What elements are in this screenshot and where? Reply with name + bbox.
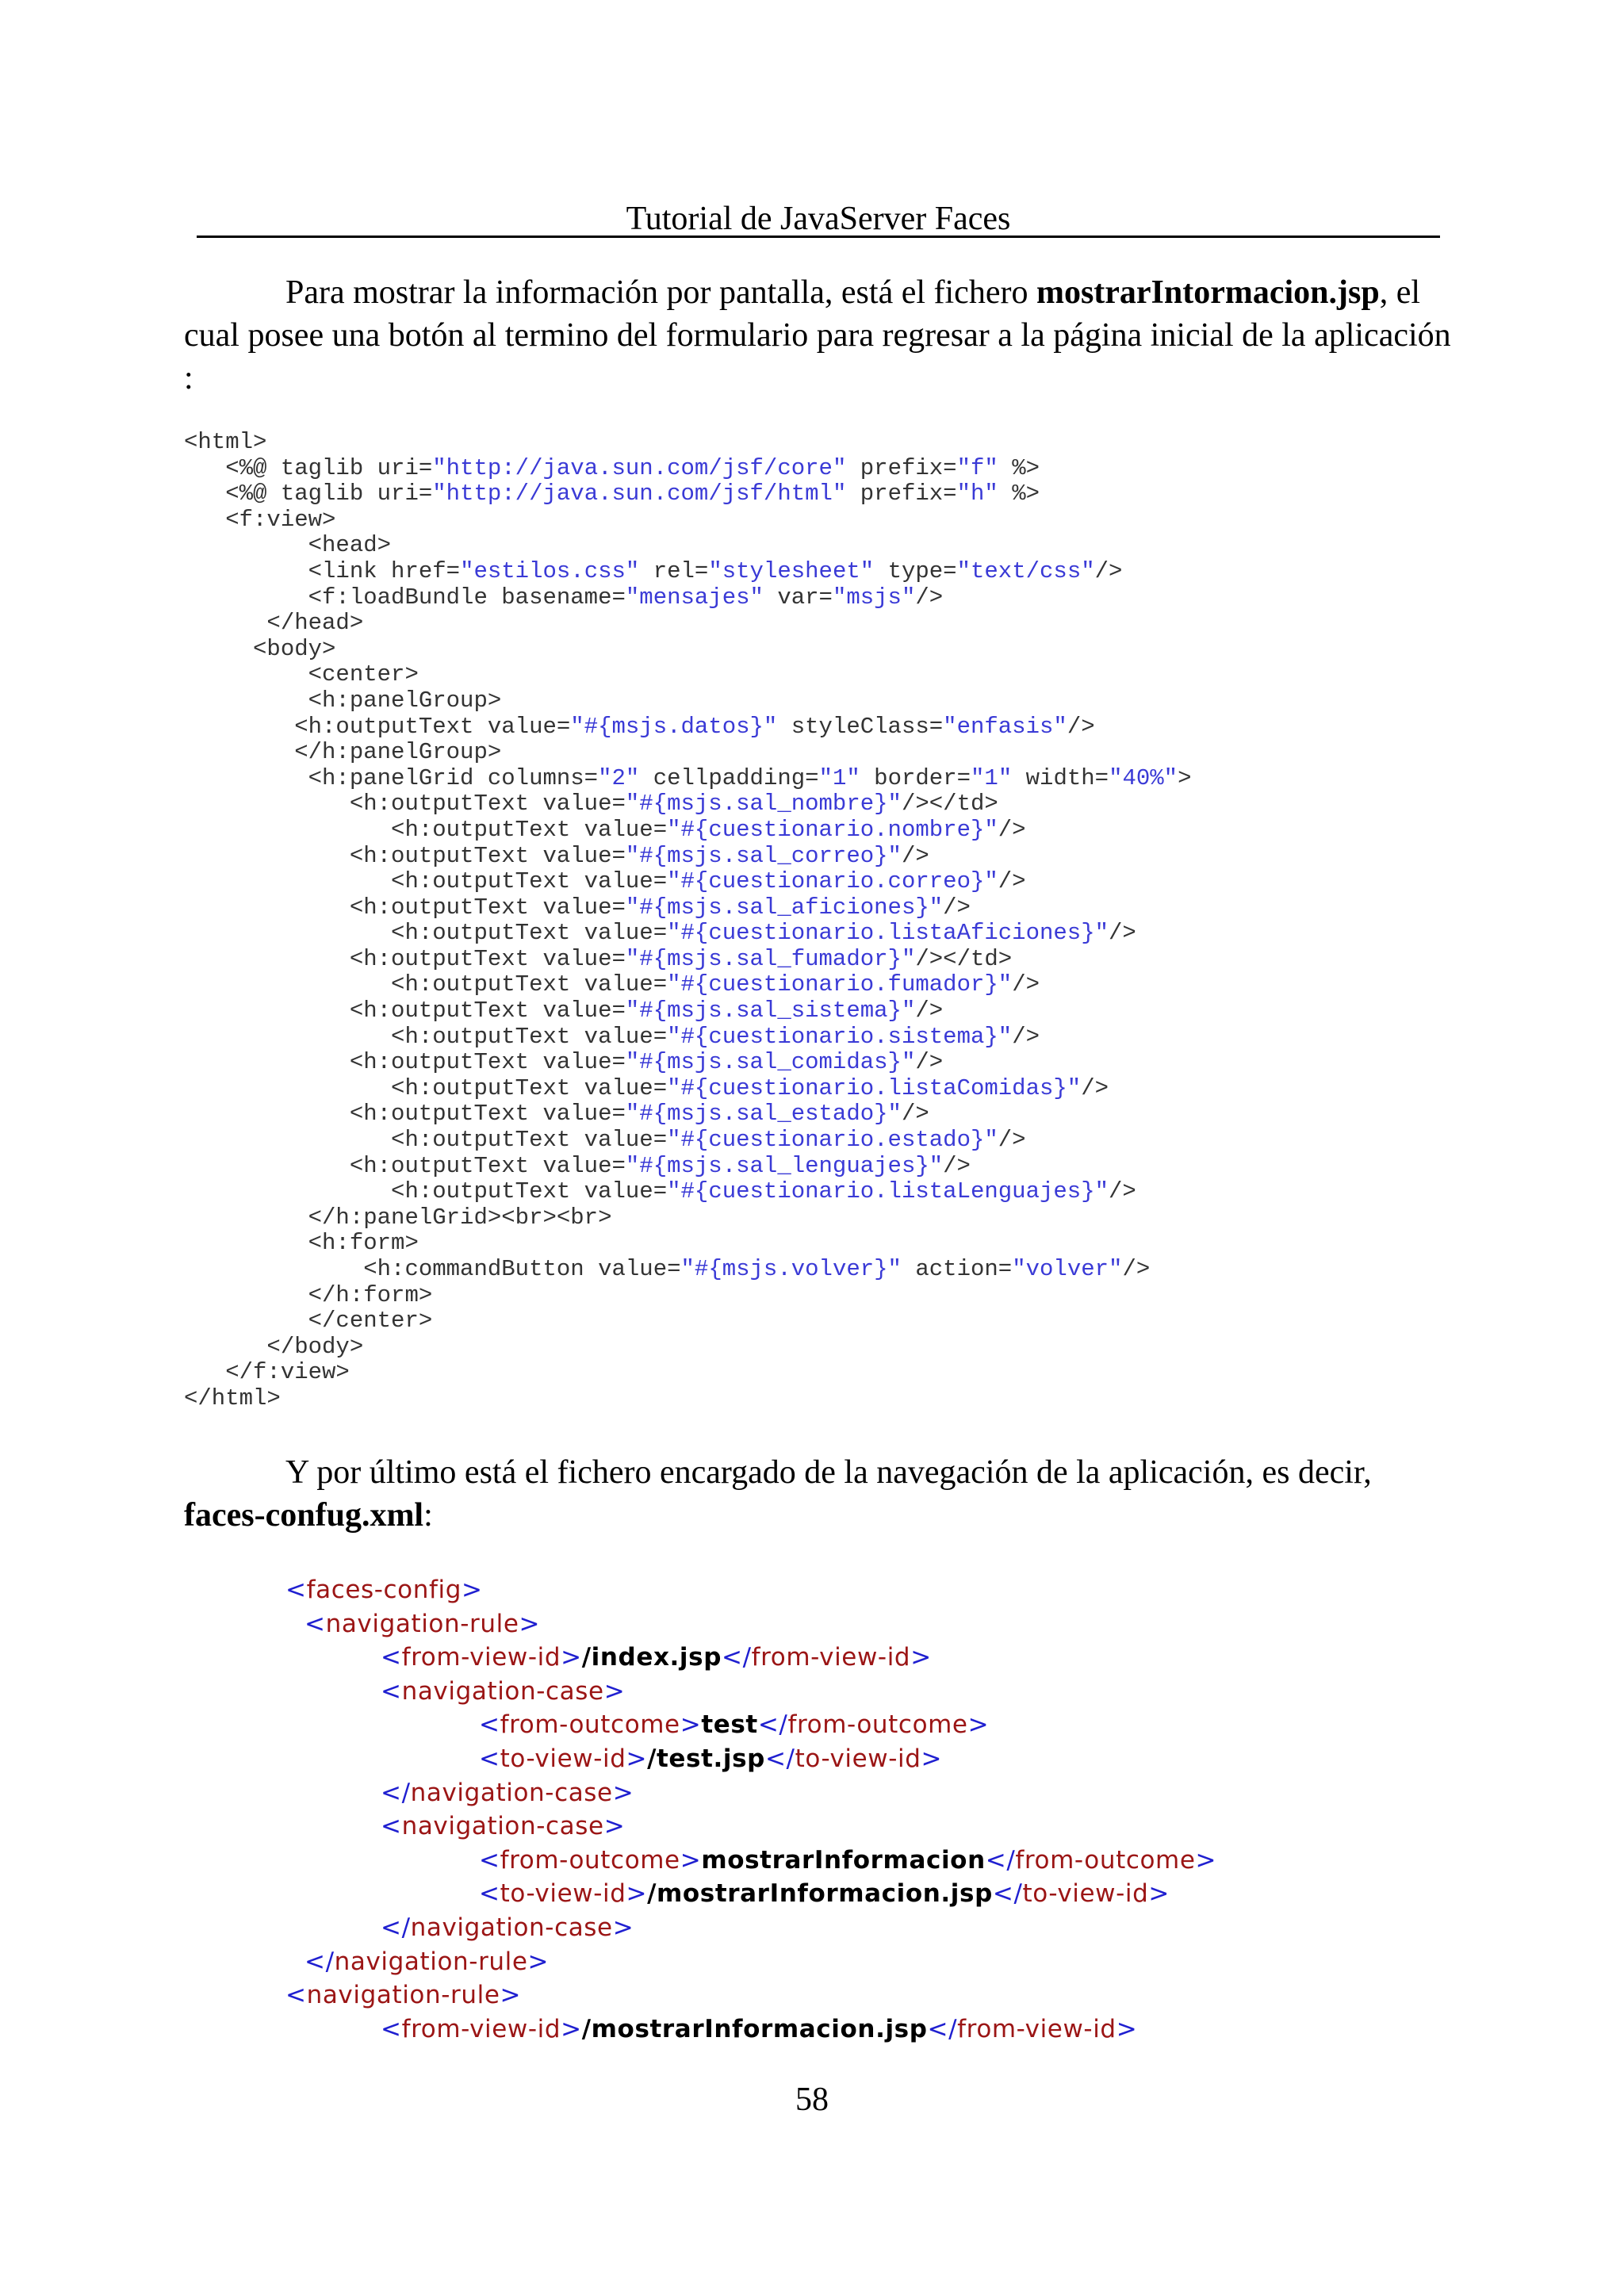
xml-line — [285, 1573, 1216, 1607]
code-string: "#{msjs.sal_nombre}" — [625, 791, 902, 818]
code-text: /></td> — [901, 791, 998, 818]
code-string: "#{cuestionario.listaAficiones}" — [667, 920, 1109, 947]
xml-bracket: < — [381, 1676, 402, 1706]
xml-bracket: </ — [304, 1947, 335, 1976]
xml-bracket: < — [304, 1609, 326, 1638]
xml-value: /test.jsp — [647, 1744, 765, 1773]
code-text: <h:outputText value= — [184, 842, 626, 869]
code-text: <h:outputText value= — [184, 1178, 668, 1205]
xml-bracket: < — [381, 1812, 402, 1841]
navigation-text: Y por último está el fichero encargado de la navegación de la aplicación, es decir, — [285, 1454, 1372, 1491]
xml-bracket: > — [967, 1710, 990, 1740]
xml-line — [285, 1810, 1216, 1844]
code-text: <h:outputText value= — [184, 1101, 626, 1128]
code-text: <h:outputText value= — [184, 791, 626, 818]
code-string: "1" — [818, 764, 860, 791]
xml-bracket: > — [1195, 1845, 1217, 1875]
xml-line — [285, 1978, 1216, 2013]
code-text: <h:outputText value= — [184, 1074, 668, 1101]
xml-bracket: > — [603, 1676, 626, 1706]
code-string: "volver" — [1012, 1256, 1123, 1282]
code-string: "#{msjs.sal_comidas}" — [625, 1049, 916, 1076]
running-header: Tutorial de JavaServer Faces — [626, 201, 1011, 237]
xml-line — [285, 1945, 1216, 1979]
code-text: <h:outputText value= — [184, 998, 626, 1024]
xml-value: mostrarInformacion — [701, 1845, 986, 1875]
code-text: <link href= — [184, 557, 461, 584]
xml-bracket: > — [1148, 1879, 1170, 1909]
code-text: </f:view> — [184, 1359, 350, 1386]
xml-bracket: </ — [757, 1710, 788, 1740]
code-text: <head> — [184, 532, 392, 559]
code-string: "#{msjs.sal_estado}" — [625, 1101, 902, 1128]
code-text: /> — [1012, 971, 1040, 998]
code-string: "#{cuestionario.correo}" — [667, 868, 998, 895]
code-text: /> — [943, 894, 971, 921]
xml-line — [285, 1844, 1216, 1878]
xml-bracket: < — [479, 1710, 500, 1740]
code-text: /> — [1081, 1074, 1109, 1101]
xml-bracket: < — [285, 1981, 307, 2010]
xml-bracket: > — [1116, 2014, 1138, 2043]
xml-tag-name: navigation-case — [401, 1676, 604, 1706]
xml-line — [285, 2013, 1216, 2047]
xml-bracket: </ — [722, 1643, 752, 1672]
xml-tag-name: to-view-id — [500, 1879, 626, 1909]
code-text: /></td> — [915, 945, 1013, 972]
code-string: "estilos.css" — [460, 557, 640, 584]
code-text: prefix= — [846, 454, 957, 481]
xml-bracket: </ — [764, 1744, 795, 1773]
xml-bracket: </ — [381, 1778, 411, 1807]
xml-tag-name: navigation-rule — [306, 1981, 500, 2010]
code-string: "#{cuestionario.listaComidas}" — [667, 1074, 1082, 1101]
code-text: <h:panelGroup> — [184, 687, 502, 714]
code-text: /> — [1012, 1023, 1040, 1050]
code-text: </h:form> — [184, 1281, 433, 1308]
xml-tag-name: faces-config — [306, 1576, 462, 1604]
xml-tag-name: from-outcome — [1015, 1845, 1196, 1875]
intro-text-end: , el cual posee una botón al termino del formulario para regresar a la página inicial de la aplicación : — [184, 274, 1451, 396]
code-string: "msjs" — [832, 584, 916, 611]
xml-tag-name: navigation-rule — [325, 1609, 519, 1638]
xml-bracket: > — [561, 1643, 582, 1672]
code-string: "h" — [956, 481, 998, 507]
code-text: /> — [1122, 1256, 1151, 1282]
code-text: <h:outputText value= — [184, 945, 626, 972]
xml-line — [285, 1708, 1216, 1742]
xml-bracket: > — [519, 1609, 541, 1638]
code-string: "mensajes" — [625, 584, 764, 611]
xml-line — [285, 1675, 1216, 1709]
intro-text: Para mostrar la información por pantalla, está el fichero — [285, 274, 1036, 311]
code-text: /> — [943, 1152, 971, 1179]
xml-tag-name: to-view-id — [1022, 1879, 1149, 1909]
code-text: <f:view> — [184, 506, 336, 533]
xml-bracket: > — [921, 1744, 943, 1773]
code-text: /> — [915, 1049, 944, 1076]
code-text: type= — [874, 557, 957, 584]
xml-tag-name: to-view-id — [795, 1744, 921, 1773]
xml-bracket: < — [479, 1845, 500, 1875]
xml-line — [285, 1877, 1216, 1911]
code-text: <html> — [184, 429, 267, 455]
xml-bracket: > — [680, 1845, 702, 1875]
code-text: </html> — [184, 1384, 281, 1411]
code-text: </body> — [184, 1333, 364, 1360]
page-number: 58 — [795, 2081, 829, 2118]
code-text: <h:commandButton value= — [184, 1256, 681, 1282]
code-string: "http://java.sun.com/jsf/html" — [432, 481, 847, 507]
code-text: </head> — [184, 610, 364, 637]
code-string: "#{msjs.sal_aficiones}" — [625, 894, 944, 921]
xml-bracket: < — [381, 2014, 402, 2043]
code-string: "stylesheet" — [708, 557, 875, 584]
code-text: cellpadding= — [639, 764, 819, 791]
xml-tag-name: from-outcome — [787, 1710, 968, 1740]
code-text: <h:outputText value= — [184, 894, 626, 921]
xml-tag-name: from-outcome — [500, 1845, 680, 1875]
xml-tag-name: navigation-rule — [334, 1947, 528, 1976]
code-text: <h:outputText value= — [184, 971, 668, 998]
xml-bracket: < — [381, 1643, 402, 1672]
code-text: </center> — [184, 1308, 433, 1335]
code-string: "http://java.sun.com/jsf/core" — [432, 454, 847, 481]
code-string: "#{cuestionario.nombre}" — [667, 816, 998, 843]
code-text: border= — [860, 764, 971, 791]
xml-value: /index.jsp — [581, 1643, 722, 1672]
code-text: <h:outputText value= — [184, 816, 668, 843]
code-string: "#{msjs.sal_sistema}" — [625, 998, 916, 1024]
xml-tag-name: from-view-id — [751, 1643, 911, 1672]
code-string: "#{cuestionario.listaLenguajes}" — [667, 1178, 1109, 1205]
code-string: "#{msjs.datos}" — [570, 713, 778, 740]
code-text: <%@ taglib uri= — [184, 481, 433, 507]
xml-tag-name: to-view-id — [500, 1744, 626, 1773]
xml-bracket: > — [500, 1981, 522, 2010]
code-text: rel= — [639, 557, 709, 584]
xml-value: test — [701, 1710, 758, 1740]
xml-tag-name: from-outcome — [500, 1710, 680, 1740]
xml-line — [285, 1911, 1216, 1945]
xml-line — [285, 1641, 1216, 1675]
code-string: "#{msjs.sal_fumador}" — [625, 945, 916, 972]
code-text: </h:panelGrid><br><br> — [184, 1204, 612, 1231]
code-string: "#{cuestionario.estado}" — [667, 1127, 998, 1154]
config-filename: faces-confug.xml — [184, 1497, 424, 1534]
code-string: "#{cuestionario.sistema}" — [667, 1023, 1013, 1050]
code-text: /> — [1067, 713, 1095, 740]
code-text: <h:outputText value= — [184, 1152, 626, 1179]
code-text: action= — [901, 1256, 1013, 1282]
code-text: <h:outputText value= — [184, 868, 668, 895]
xml-bracket: < — [479, 1744, 500, 1773]
code-text: </h:panelGroup> — [184, 739, 502, 766]
xml-bracket: > — [612, 1913, 634, 1942]
code-string: "text/css" — [956, 557, 1095, 584]
xml-bracket: > — [680, 1710, 702, 1740]
xml-tag-name: from-view-id — [401, 1643, 561, 1672]
code-string: "#{cuestionario.fumador}" — [667, 971, 1013, 998]
code-text: > — [1178, 764, 1192, 791]
code-text: <h:outputText value= — [184, 1023, 668, 1050]
header-rule — [197, 236, 1440, 238]
xml-tag-name: navigation-case — [401, 1812, 604, 1841]
xml-bracket: </ — [992, 1879, 1023, 1909]
code-string: "#{msjs.sal_lenguajes}" — [625, 1152, 944, 1179]
code-text: <f:loadBundle basename= — [184, 584, 626, 611]
xml-bracket: > — [561, 2014, 582, 2043]
code-text: /> — [1109, 1178, 1136, 1205]
xml-tag-name: from-view-id — [401, 2014, 561, 2043]
xml-value: /mostrarInformacion.jsp — [647, 1879, 993, 1909]
xml-bracket: > — [910, 1643, 932, 1672]
xml-line — [285, 1776, 1216, 1810]
xml-bracket: </ — [927, 2014, 958, 2043]
xml-line — [285, 1742, 1216, 1776]
code-text: <h:outputText value= — [184, 1049, 626, 1076]
code-text: %> — [998, 454, 1040, 481]
code-text: var= — [763, 584, 833, 611]
navigation-paragraph — [184, 1451, 1453, 1537]
code-text: <h:form> — [184, 1230, 419, 1257]
xml-bracket: < — [285, 1576, 307, 1604]
code-text: /> — [998, 1127, 1026, 1154]
code-text: %> — [998, 481, 1040, 507]
xml-bracket: < — [479, 1879, 500, 1909]
navigation-text-end: : — [423, 1497, 433, 1534]
jsp-filename: mostrarIntormacion.jsp — [1036, 274, 1380, 311]
code-string: "40%" — [1109, 764, 1178, 791]
code-string: "#{msjs.sal_correo}" — [625, 842, 902, 869]
xml-bracket: > — [626, 1879, 648, 1909]
code-text: width= — [1012, 764, 1109, 791]
code-text: /> — [998, 816, 1026, 843]
xml-bracket: > — [603, 1812, 626, 1841]
code-text: prefix= — [846, 481, 957, 507]
intro-paragraph — [184, 271, 1453, 400]
code-text: styleClass= — [777, 713, 944, 740]
xml-bracket: > — [462, 1576, 483, 1604]
xml-code-block — [285, 1573, 1216, 2046]
code-string: "f" — [956, 454, 998, 481]
xml-bracket: </ — [985, 1845, 1016, 1875]
code-text: <body> — [184, 635, 336, 662]
code-text: <h:outputText value= — [184, 1127, 668, 1154]
code-text: /> — [1109, 920, 1136, 947]
jsp-code-block — [184, 430, 1191, 1412]
code-text: <h:outputText value= — [184, 713, 571, 740]
xml-line — [285, 1607, 1216, 1641]
xml-bracket: > — [626, 1744, 648, 1773]
code-text: /> — [1094, 557, 1123, 584]
xml-bracket: > — [527, 1947, 550, 1976]
xml-tag-name: from-view-id — [957, 2014, 1116, 2043]
code-string: "1" — [971, 764, 1013, 791]
xml-tag-name: navigation-case — [410, 1913, 613, 1942]
code-text: <h:panelGrid columns= — [184, 764, 599, 791]
code-text: <h:outputText value= — [184, 920, 668, 947]
xml-tag-name: navigation-case — [410, 1778, 613, 1807]
code-text: /> — [901, 1101, 929, 1128]
code-text: /> — [915, 584, 944, 611]
xml-bracket: </ — [381, 1913, 411, 1942]
xml-bracket: > — [612, 1778, 634, 1807]
code-string: "2" — [598, 764, 640, 791]
xml-value: /mostrarInformacion.jsp — [581, 2014, 928, 2043]
code-string: "#{msjs.volver}" — [680, 1256, 902, 1282]
code-string: "enfasis" — [943, 713, 1067, 740]
code-text: /> — [998, 868, 1026, 895]
code-text: /> — [915, 998, 944, 1024]
code-text: <center> — [184, 661, 419, 688]
code-text: /> — [901, 842, 929, 869]
code-text: <%@ taglib uri= — [184, 454, 433, 481]
